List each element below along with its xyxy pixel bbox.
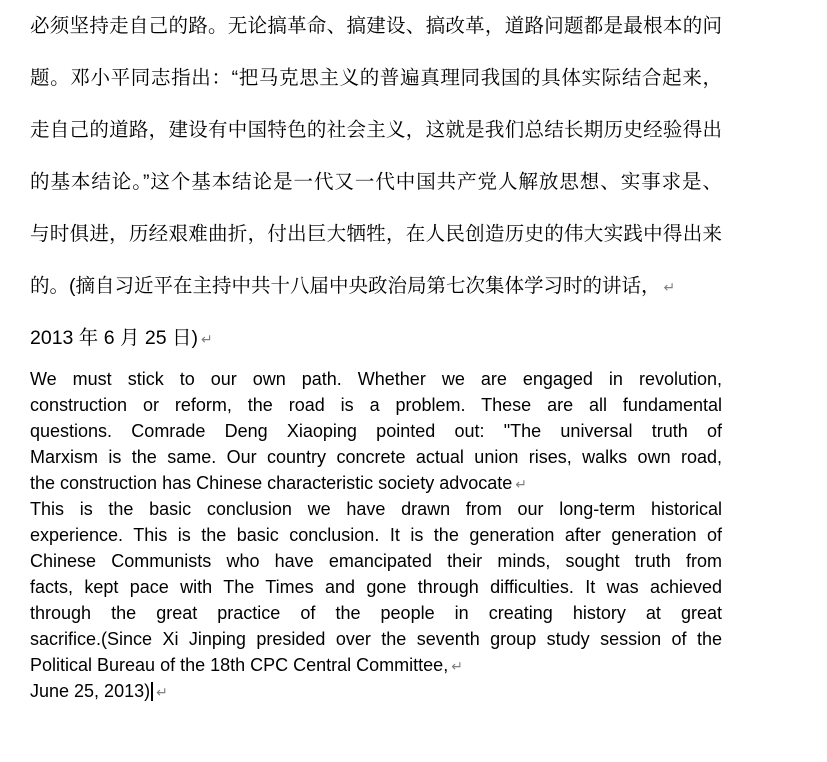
- line-text: We must stick to our own path. Whether we are engaged in revolution,: [30, 369, 722, 389]
- line-text: June 25, 2013): [30, 681, 151, 701]
- text-line: [30, 444, 722, 470]
- text-line: [30, 574, 722, 600]
- text-line: [30, 366, 722, 392]
- line-text: 与时俱进，历经艰难曲折，付出巨大牺牲，在人民创造历史的伟大实践中得出来: [30, 223, 722, 245]
- line-text: 必须坚持走自己的路。无论搞革命、搞建设、搞改革，道路问题都是最根本的问: [30, 15, 722, 37]
- line-text: Marxism is the same. Our country concrete actual union rises, walks own road,: [30, 447, 722, 467]
- line-text: through the great practice of the people in creating history at great: [30, 603, 722, 623]
- line-text: 走自己的道路，建设有中国特色的社会主义，这就是我们总结长期历史经验得出: [30, 119, 722, 141]
- text-line: [30, 470, 722, 496]
- line-text: 题。邓小平同志指出：“把马克思主义的普遍真理同我国的具体实际结合起来，: [30, 67, 722, 89]
- text-line: [30, 522, 722, 548]
- text-line: [30, 260, 722, 312]
- text-line: [30, 418, 722, 444]
- line-text: 2013 年 6 月 25 日): [30, 327, 198, 349]
- text-line: [30, 208, 722, 260]
- text-line: [30, 0, 722, 52]
- text-line: [30, 312, 722, 364]
- line-text: experience. This is the basic conclusion. It is the generation after generation of: [30, 525, 722, 545]
- text-line: [30, 548, 722, 574]
- text-line: [30, 496, 722, 522]
- text-line: [30, 600, 722, 626]
- return-mark-icon: ↵: [201, 331, 213, 347]
- chinese-paragraph[interactable]: [30, 0, 722, 364]
- return-mark-icon: ↵: [663, 279, 676, 295]
- line-text: the construction has Chinese characteristic society advocate: [30, 473, 513, 493]
- return-mark-icon: ↵: [451, 658, 463, 674]
- text-line: [30, 652, 722, 678]
- line-text: Chinese Communists who have emancipated their minds, sought truth from: [30, 551, 722, 571]
- line-text: 的基本结论。”这个基本结论是一代又一代中国共产党人解放思想、实事求是、: [30, 171, 722, 193]
- line-text: Political Bureau of the 18th CPC Central Committee,: [30, 655, 449, 675]
- line-text: construction or reform, the road is a problem. These are all fundamental: [30, 395, 722, 415]
- text-line: [30, 626, 722, 652]
- text-line: [30, 156, 722, 208]
- text-line: [30, 678, 722, 704]
- text-line: [30, 104, 722, 156]
- return-mark-icon: ↵: [515, 476, 527, 492]
- line-text: questions. Comrade Deng Xiaoping pointed out: "The universal truth of: [30, 421, 722, 441]
- return-mark-icon: ↵: [156, 684, 168, 700]
- text-cursor: [151, 682, 153, 701]
- line-text: facts, kept pace with The Times and gone through difficulties. It was achieved: [30, 577, 722, 597]
- text-line: [30, 392, 722, 418]
- line-text: sacrifice.(Since Xi Jinping presided over the seventh group study session of the: [30, 629, 722, 649]
- english-paragraph[interactable]: [30, 366, 722, 704]
- line-text: 的。(摘自习近平在主持中共十八届中央政治局第七次集体学习时的讲话，: [30, 275, 661, 297]
- text-line: [30, 52, 722, 104]
- line-text: This is the basic conclusion we have drawn from our long-term historical: [30, 499, 722, 519]
